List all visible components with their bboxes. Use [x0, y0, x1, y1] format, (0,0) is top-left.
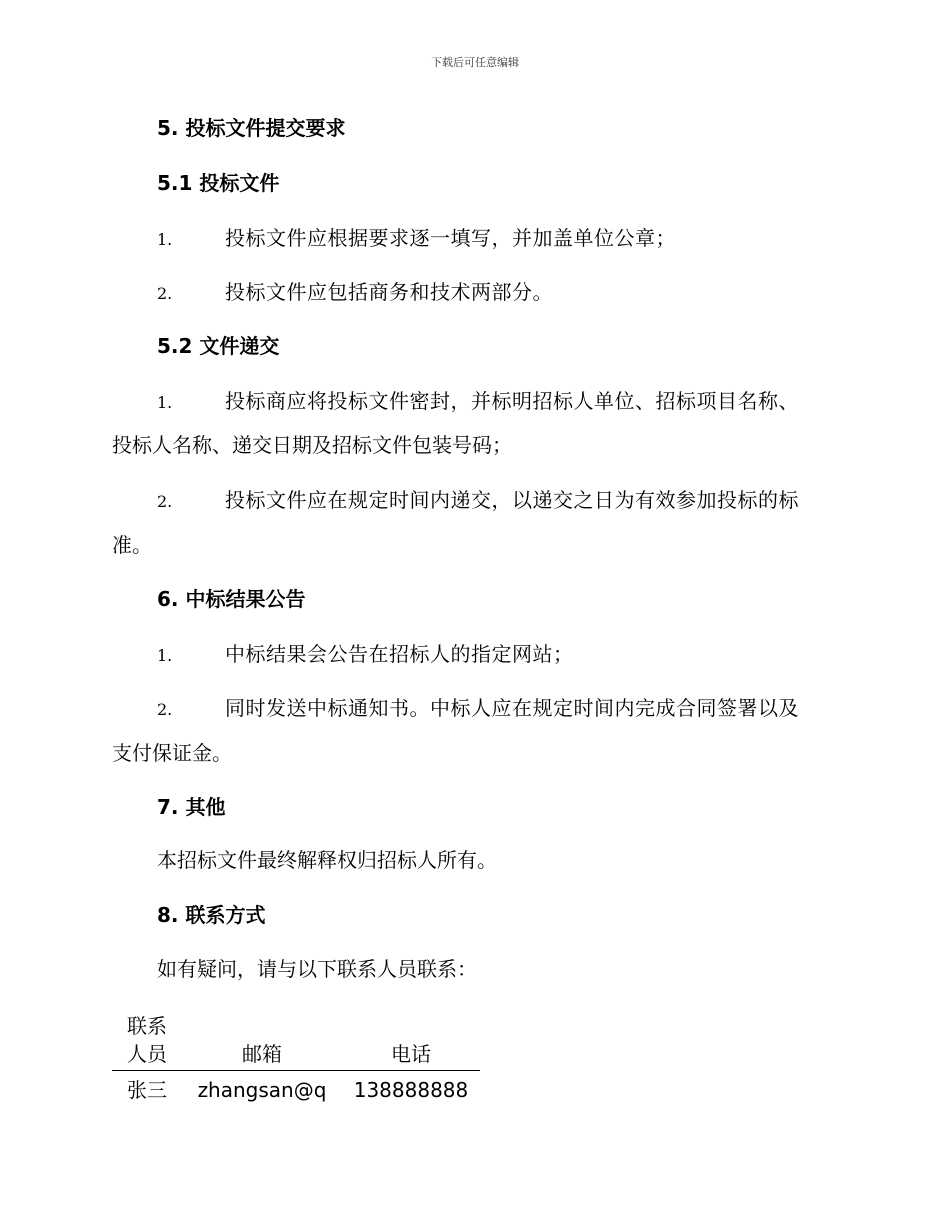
section-7-title: 7. 其他 — [157, 795, 226, 819]
list-item-text: 投标商应将投标文件密封，并标明招标人单位、招标项目名称、 — [225, 389, 799, 413]
header-contact-person — [112, 1010, 182, 1071]
list-item-continuation — [112, 729, 842, 777]
table-row — [112, 1071, 480, 1107]
list-item-text: 准。 — [112, 533, 152, 557]
list-item — [112, 630, 842, 680]
list-item-continuation — [112, 421, 842, 469]
page-header: 下载后可任意编辑 — [431, 56, 519, 69]
list-item-number: 2. — [157, 492, 173, 511]
section-5-1-title: 5.1 投标文件 — [157, 171, 280, 195]
cell-phone: 138888888 — [353, 1078, 469, 1102]
list-item-text: 投标人名称、递交日期及招标文件包装号码； — [112, 433, 512, 457]
list-item-number: 2. — [157, 284, 173, 303]
list-item-number: 1. — [157, 230, 173, 249]
cell-name: 张三 — [127, 1078, 167, 1102]
cell-email: zhangsan@q — [197, 1078, 327, 1102]
section-5-2-title: 5.2 文件递交 — [157, 334, 280, 358]
list-item — [112, 268, 842, 318]
list-item — [112, 377, 842, 427]
list-item-text: 同时发送中标通知书。中标人应在规定时间内完成合同签署以及 — [225, 696, 799, 720]
section-8-text: 如有疑问，请与以下联系人员联系： — [157, 957, 477, 981]
list-item-text: 投标文件应根据要求逐一填写，并加盖单位公章； — [225, 226, 676, 250]
list-item-text: 投标文件应在规定时间内递交，以递交之日为有效参加投标的标 — [225, 488, 799, 512]
list-item-number: 1. — [157, 646, 173, 665]
list-item-text: 中标结果会公告在招标人的指定网站； — [225, 642, 574, 666]
header-phone: 电话 — [342, 1010, 480, 1071]
list-item-text: 支付保证金。 — [112, 741, 232, 765]
section-6-title: 6. 中标结果公告 — [157, 587, 306, 611]
list-item-number: 1. — [157, 393, 173, 412]
header-contact-person-line2: 人员 — [127, 1042, 167, 1066]
section-7-text: 本招标文件最终解释权归招标人所有。 — [157, 848, 497, 872]
section-5-title: 5. 投标文件提交要求 — [157, 116, 346, 140]
list-item-number: 2. — [157, 700, 173, 719]
list-item — [112, 476, 842, 526]
header-email: 邮箱 — [182, 1010, 342, 1071]
header-contact-person-line1: 联系 — [127, 1014, 167, 1038]
list-item — [112, 684, 842, 734]
section-8-title: 8. 联系方式 — [157, 903, 266, 927]
list-item — [112, 214, 842, 264]
table-header-row — [112, 1010, 480, 1071]
list-item-text: 投标文件应包括商务和技术两部分。 — [225, 280, 553, 304]
contact-table — [112, 1010, 480, 1106]
list-item-continuation — [112, 521, 842, 569]
